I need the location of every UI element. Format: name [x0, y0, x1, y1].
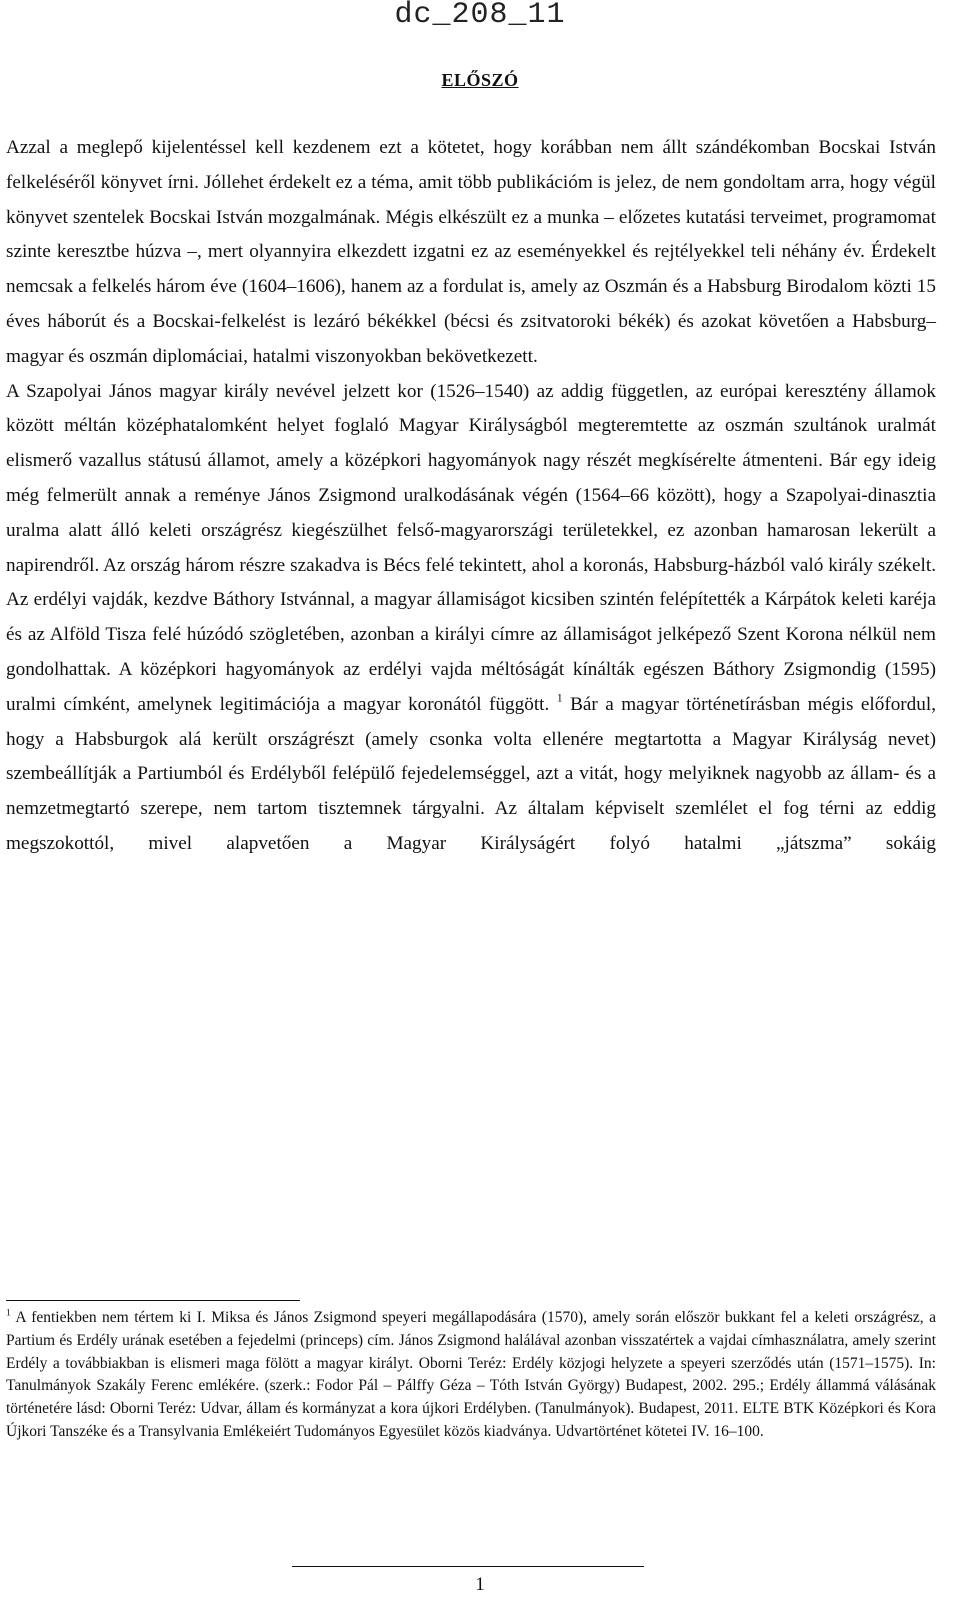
paragraph-text: Bár a magyar történetírásban mégis előfordul, hogy a Habsburgok alá került országrészt (amely csonka volta ellenére megtartotta a Magyar Királyság nevet) szembeállítják a Partiumból és Erdélyből felépülő fejedelemséggel, azt a vitát, hogy melyiknek nagyobb az állam- és a nemzetmegtartó szerepe, nem tartom tisztemnek tárgyalni. Az általam képviselt szemlélet el fog térni az eddig megszokottól, mivel alapvetően a Magyar Királyságért folyó hatalmi „játszma” sokáig [6, 693, 937, 854]
document-id-header: dc_208_11 [394, 0, 566, 32]
footnote [6, 1307, 936, 1444]
page-title: ELŐSZÓ [441, 70, 519, 90]
footnote-separator [6, 1300, 300, 1301]
main-text [6, 131, 936, 862]
page-number-separator [292, 1566, 644, 1567]
footnote-reference[interactable]: 1 [556, 690, 563, 705]
footnote-text: A fentiekben nem tértem ki I. Miksa és János Zsigmond speyeri megállapodására (1570), amely során először bukkant fel a keleti országrész, a Partium és Erdély urának esetében a fejedelmi (princeps) cím. János Zsigmond halálával azonban visszatértek a vajdai címhasználatra, amely szerint Erdély a továbbiakban is elismeri maga fölött a magyar királyt. Oborni Teréz: Erdély közjogi helyzete a speyeri szerződés után (1571–1575). In: Tanulmányok Szakály Ferenc emlékére. (szerk.: Fodor Pál – Pálffy Géza – Tóth István György) Budapest, 2002. 295.; Erdély állammá válásának történetére lásd: Oborni Teréz: Udvar, állam és kormányzat a kora újkori Erdélyben. (Tanulmányok). Budapest, 2011. ELTE BTK Középkori és Kora Újkori Tanszéke és a Transylvania Emlékeiért Tudományos Egyesület közös kiadványa. Udvartörténet kötetei IV. 16–100. [6, 1309, 936, 1440]
paragraph [6, 375, 936, 862]
paragraph: Azzal a meglepő kijelentéssel kell kezdenem ezt a kötetet, hogy korábban nem állt szándékomban Bocskai István felkeléséről könyvet írni. Jóllehet érdekelt ez a téma, amit több publikációm is jelez, de nem gondoltam arra, hogy végül könyvet szentelek Bocskai István mozgalmának. Mégis elkészült ez a munka – előzetes kutatási terveimet, programomat szinte keresztbe húzva –, mert olyannyira elkezdett izgatni ez az eseményekkel és rejtélyekkel teli néhány év. Érdekelt nemcsak a felkelés három éve (1604–1606), hanem az a fordulat is, amely az Oszmán és a Habsburg Birodalom közti 15 éves háborút és a Bocskai-felkelést is lezáró békékkel (bécsi és zsitvatoroki békék) és azokat követően a Habsburg–magyar és oszmán diplomáciai, hatalmi viszonyokban bekövetkezett. [6, 137, 936, 367]
footnote-number: 1 [6, 1307, 11, 1319]
page-number: 1 [475, 1574, 485, 1595]
paragraph-text: A Szapolyai János magyar király nevével jelzett kor (1526–1540) az addig független, az európai keresztény államok között méltán középhatalomként helyet foglaló Magyar Királyságból megteremtette az oszmán szultánok uralmát elismerő vazallus státusú államot, amely a középkori hagyományok nagy részét megkísérelte átmenteni. Bár egy ideig még felmerült annak a reménye János Zsigmond uralkodásának végén (1564–66 között), hogy a Szapolyai-dinasztia uralma alatt álló keleti országrész kiegészülhet felső-magyarországi területekkel, ez azonban hamarosan lekerült a napirendről. Az ország három részre szakadva is Bécs felé tekintett, ahol a koronás, Habsburg-házból való király székelt. Az erdélyi vajdák, kezdve Báthory Istvánnal, a magyar államiságot kicsiben szintén felépítették a Kárpátok keleti karéja és az Alföld Tisza felé húzódó szögletében, azonban a királyi címre az államiságot jelképező Szent Korona nélkül nem gondolhattak. A középkori hagyományok az erdélyi vajda méltóságát kínálták egészen Báthory Zsigmondig (1595) uralmi címként, amelynek legitimációja a magyar koronától függött. [6, 380, 936, 715]
